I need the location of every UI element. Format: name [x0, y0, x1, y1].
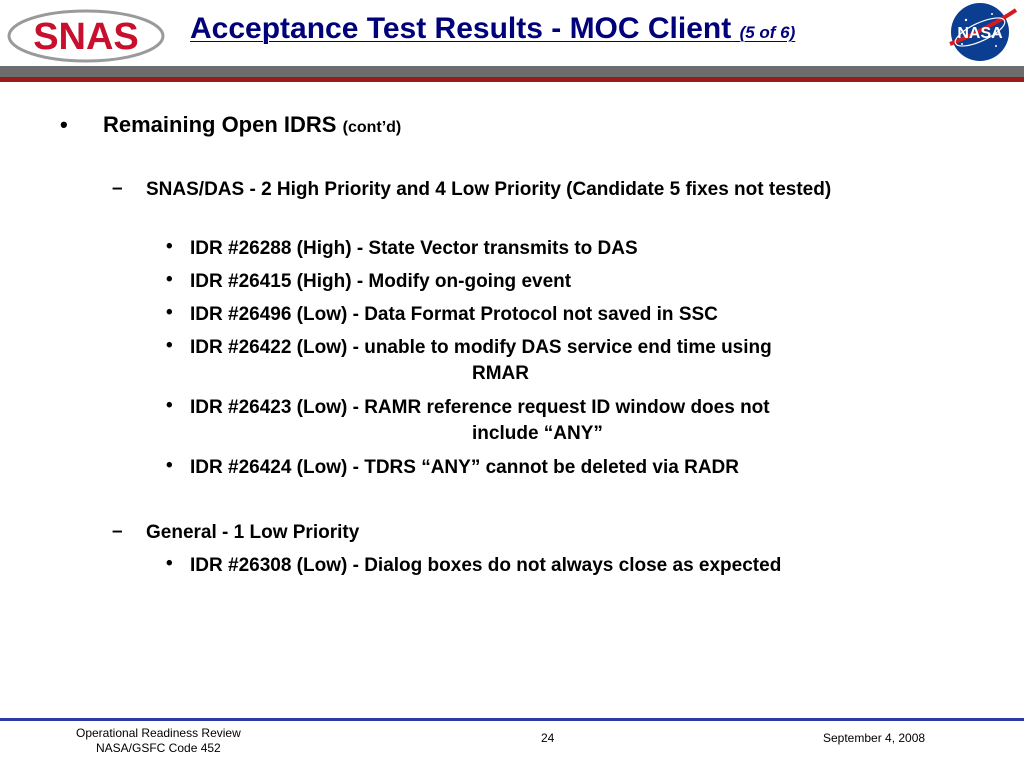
page-number: 24 — [541, 731, 555, 745]
list-item-continuation: RMAR — [472, 363, 529, 384]
list-item: IDR #26308 (Low) - Dialog boxes do not always close as expected — [190, 555, 782, 576]
footer-review-title: Operational Readiness Review — [76, 726, 241, 740]
bullet-marker: • — [166, 335, 173, 356]
bullet-marker: • — [166, 455, 173, 476]
nasa-meatball-logo — [944, 0, 1020, 64]
bullet-marker: • — [60, 112, 68, 137]
header-red-bar — [0, 77, 1024, 82]
section-heading-snas-das: SNAS/DAS - 2 High Priority and 4 Low Priority (Candidate 5 fixes not tested) — [146, 179, 832, 200]
snas-logo — [6, 8, 166, 64]
slide-title-sub: (5 of 6) — [739, 23, 796, 42]
bullet-marker: • — [166, 269, 173, 290]
snas-logo-text: SNAS — [33, 16, 139, 58]
bullet-marker: • — [166, 395, 173, 416]
dash-marker: – — [112, 521, 123, 542]
slide-title-main: Acceptance Test Results - MOC Client — [190, 12, 732, 45]
bullet-marker: • — [166, 302, 173, 323]
level1-label-small: (cont’d) — [342, 119, 402, 136]
dash-marker: – — [112, 178, 123, 199]
slide-title — [190, 12, 795, 46]
list-item: IDR #26422 (Low) - unable to modify DAS service end time using — [190, 337, 772, 358]
footer-date: September 4, 2008 — [823, 731, 926, 745]
level1-text — [103, 112, 401, 138]
footer-line — [0, 718, 1024, 721]
level1-label: Remaining Open IDRS — [103, 112, 337, 137]
bullet-marker: • — [166, 553, 173, 574]
list-item: IDR #26496 (Low) - Data Format Protocol not saved in SSC — [190, 304, 718, 325]
section-heading-general: General - 1 Low Priority — [146, 522, 360, 543]
list-item-continuation: include “ANY” — [472, 423, 603, 444]
list-item: IDR #26424 (Low) - TDRS “ANY” cannot be deleted via RADR — [190, 457, 739, 478]
nasa-logo-text: NASA — [957, 25, 1003, 42]
footer-org-code: NASA/GSFC Code 452 — [96, 741, 221, 755]
slide-header — [0, 0, 1024, 90]
list-item: IDR #26415 (High) - Modify on-going event — [190, 271, 572, 292]
list-item: IDR #26423 (Low) - RAMR reference request ID window does not — [190, 397, 770, 418]
bullet-marker: • — [166, 236, 173, 257]
list-item: IDR #26288 (High) - State Vector transmits to DAS — [190, 238, 638, 259]
